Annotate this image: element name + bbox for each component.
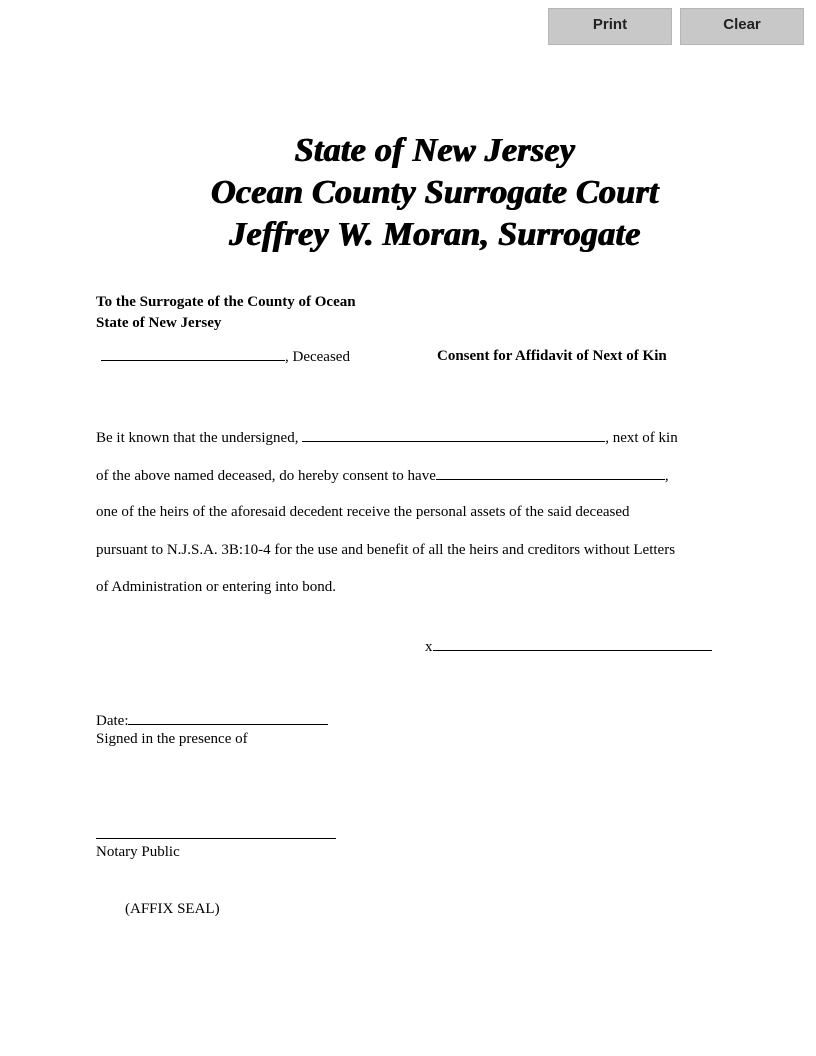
body-line-3: one of the heirs of the aforesaid decedent receive the personal assets of the said deceased — [96, 504, 630, 520]
date-row — [96, 710, 328, 731]
date-label: Date: — [96, 713, 129, 729]
presence-label: Signed in the presence of — [96, 731, 248, 747]
body-line-1-prefix: Be it known that the undersigned, — [96, 430, 303, 446]
body-line-1-suffix: , next of kin — [605, 430, 678, 446]
print-button[interactable]: Print — [548, 8, 672, 45]
body-line-4: pursuant to N.J.S.A. 3B:10-4 for the use and benefit of all the heirs and creditors without Letters — [96, 542, 676, 558]
signature-mark: x — [425, 639, 433, 655]
notary-label: Notary Public — [96, 844, 180, 860]
addressee-line-2: State of New Jersey — [96, 315, 222, 331]
header-state: State of New Jersey — [294, 132, 576, 169]
form-title: Consent for Affidavit of Next of Kin — [437, 348, 667, 364]
clear-button[interactable]: Clear — [680, 8, 804, 45]
signature-field[interactable] — [433, 636, 712, 651]
deceased-name-field[interactable] — [101, 346, 285, 361]
body-line-5: of Administration or entering into bond. — [96, 579, 336, 595]
body-line-1 — [96, 427, 678, 448]
undersigned-name-field[interactable] — [302, 427, 605, 442]
court-header — [0, 130, 816, 256]
header-surrogate: Jeffrey W. Moran, Surrogate — [229, 216, 641, 253]
deceased-caption — [101, 346, 350, 367]
header-court: Ocean County Surrogate Court — [211, 174, 659, 211]
body-line-2-suffix: , — [664, 468, 669, 484]
affix-seal-label: (AFFIX SEAL) — [125, 901, 220, 917]
heir-name-field[interactable] — [436, 465, 665, 480]
deceased-label: , Deceased — [285, 349, 350, 365]
addressee-line-1: To the Surrogate of the County of Ocean — [96, 294, 356, 310]
body-line-2-prefix: of the above named deceased, do hereby consent to have — [96, 468, 436, 484]
signature-row — [425, 636, 712, 657]
date-field[interactable] — [128, 710, 328, 725]
notary-signature-line[interactable] — [96, 838, 336, 839]
body-line-2 — [96, 465, 669, 486]
